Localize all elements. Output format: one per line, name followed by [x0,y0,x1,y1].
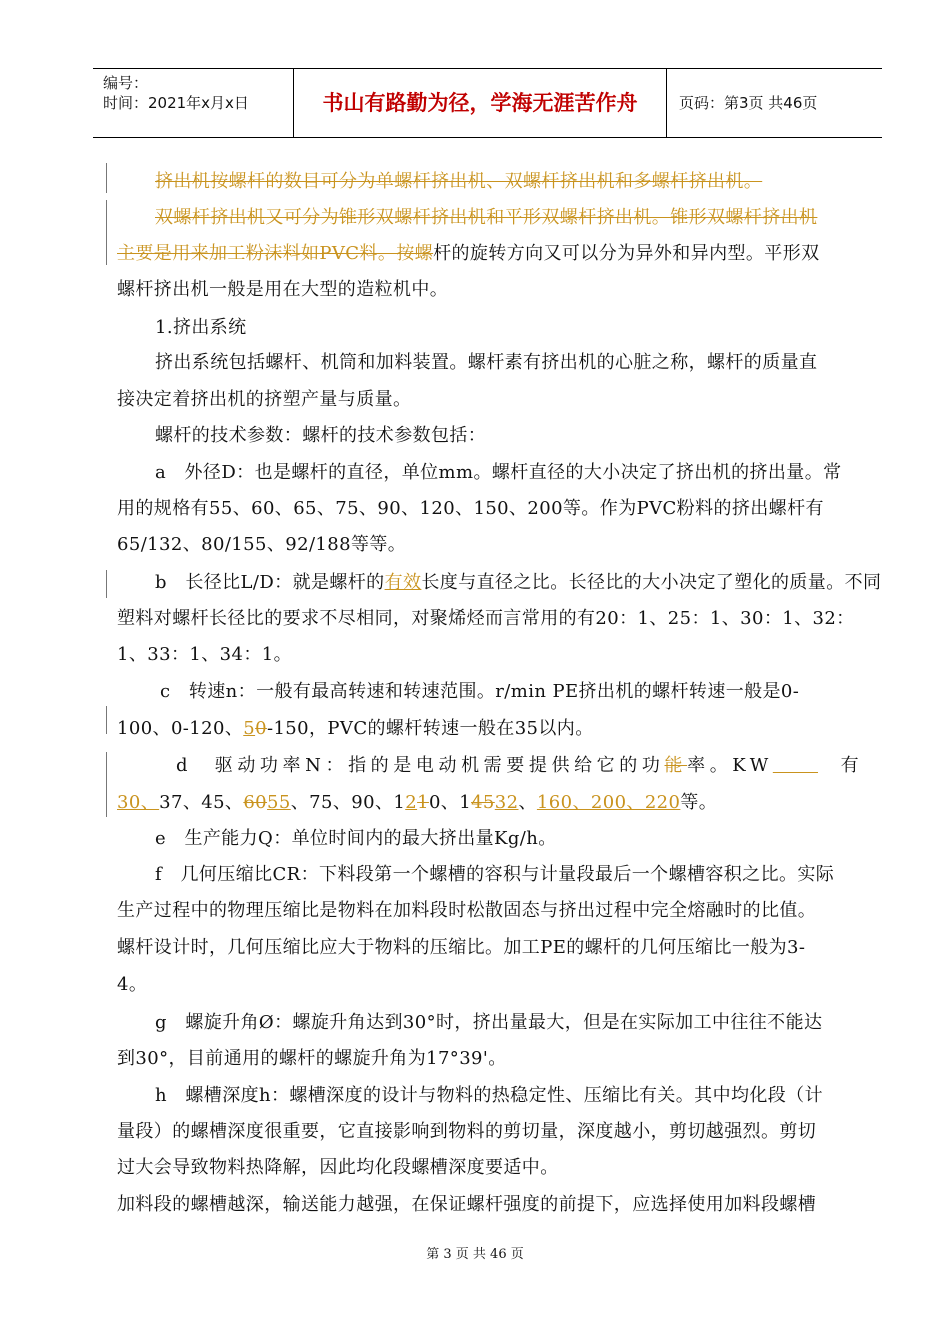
paragraph-line: 螺杆挤出机一般是用在大型的造粒机中。 [117,279,449,300]
paragraph-line: 100、0-120、50-150，PVC的螺杆转速一般在35以内。 [117,718,594,739]
paragraph-line: 30、37、45、6055、75、90、1210、14532、160、200、220等。 [117,792,718,813]
paragraph-line: 双螺杆挤出机又可分为锥形双螺杆挤出机和平形双螺杆挤出机。锥形双螺杆挤出机 [155,207,818,228]
section-title: 1.挤出系统 [155,317,247,338]
paragraph-line: d 驱动功率N：指的是电动机需要提供给它的功能率。KW 有 [176,755,864,776]
change-bar [106,570,107,598]
change-bar [106,752,107,817]
paragraph-line: c 转速n：一般有最高转速和转速范围。r/min PE挤出机的螺杆转速一般是0- [160,681,800,702]
header-table [93,68,882,138]
paragraph-line: 量段）的螺槽深度很重要，它直接影响到物料的剪切量，深度越小，剪切越强烈。剪切 [117,1121,817,1142]
paragraph-line: 到30°，目前通用的螺杆的螺旋升角为17°39'。 [117,1048,507,1069]
paragraph-line: a 外径D：也是螺杆的直径，单位mm。螺杆直径的大小决定了挤出机的挤出量。常 [155,462,842,483]
paragraph-line: 生产过程中的物理压缩比是物料在加料段时松散固态与挤出过程中完全熔融时的比值。 [117,900,817,921]
page-footer: 第 3 页 共 46 页 [426,1247,524,1262]
paragraph-line: 用的规格有55、60、65、75、90、120、150、200等。作为PVC粉料的挤出螺杆有 [117,498,824,519]
paragraph-line: 螺杆的技术参数：螺杆的技术参数包括： [155,425,487,446]
change-bar [106,200,107,265]
paragraph-line: 挤出机按螺杆的数目可分为单螺杆挤出机、双螺杆挤出机和多螺杆挤出机。 [155,171,763,192]
paragraph-line: g 螺旋升角Ø：螺旋升角达到30°时，挤出量最大，但是在实际加工中往往不能达 [155,1012,823,1033]
paragraph-line: f 几何压缩比CR：下料段第一个螺槽的容积与计量段最后一个螺槽容积之比。实际 [155,864,835,885]
paragraph-line: 加料段的螺槽越深，输送能力越强，在保证螺杆强度的前提下，应选择使用加料段螺槽 [117,1194,817,1215]
paragraph-line: b 长径比L/D：就是螺杆的有效长度与直径之比。长径比的大小决定了塑化的质量。不同 [155,572,882,593]
paragraph-line: 螺杆设计时，几何压缩比应大于物料的压缩比。加工PE的螺杆的几何压缩比一般为3- [117,937,806,958]
page-info: 页码：第3页 共46页 [679,94,818,112]
paragraph-line: 主要是用来加工粉沫料如PVC料。按螺杆的旋转方向又可以分为异外和异内型。平形双 [117,243,820,264]
paragraph-line: 4。 [117,974,148,995]
paragraph-line: 1、33：1、34：1。 [117,644,292,665]
time-label: 时间：2021年x月x日 [103,94,249,112]
change-bar [106,706,107,734]
paragraph-line: 挤出系统包括螺杆、机筒和加料装置。螺杆素有挤出机的心脏之称，螺杆的质量直 [155,352,818,373]
paragraph-line: h 螺槽深度h：螺槽深度的设计与物料的热稳定性、压缩比有关。其中均化段（计 [155,1085,823,1106]
paragraph-line: 塑料对螺杆长径比的要求不尽相同，对聚烯烃而言常用的有20：1、25：1、30：1、32： [117,608,855,629]
motto: 书山有路勤为径，学海无涯苦作舟 [294,69,667,137]
paragraph-line: e 生产能力Q：单位时间内的最大挤出量Kg/h。 [155,828,557,849]
paragraph-line: 过大会导致物料热降解，因此均化段螺槽深度要适中。 [117,1157,559,1178]
number-label: 编号： [103,74,149,92]
paragraph-line: 接决定着挤出机的挤塑产量与质量。 [117,389,412,410]
paragraph-line: 65/132、80/155、92/188等等。 [117,534,407,555]
header-meta-cell [93,69,294,137]
change-bar [106,163,107,193]
